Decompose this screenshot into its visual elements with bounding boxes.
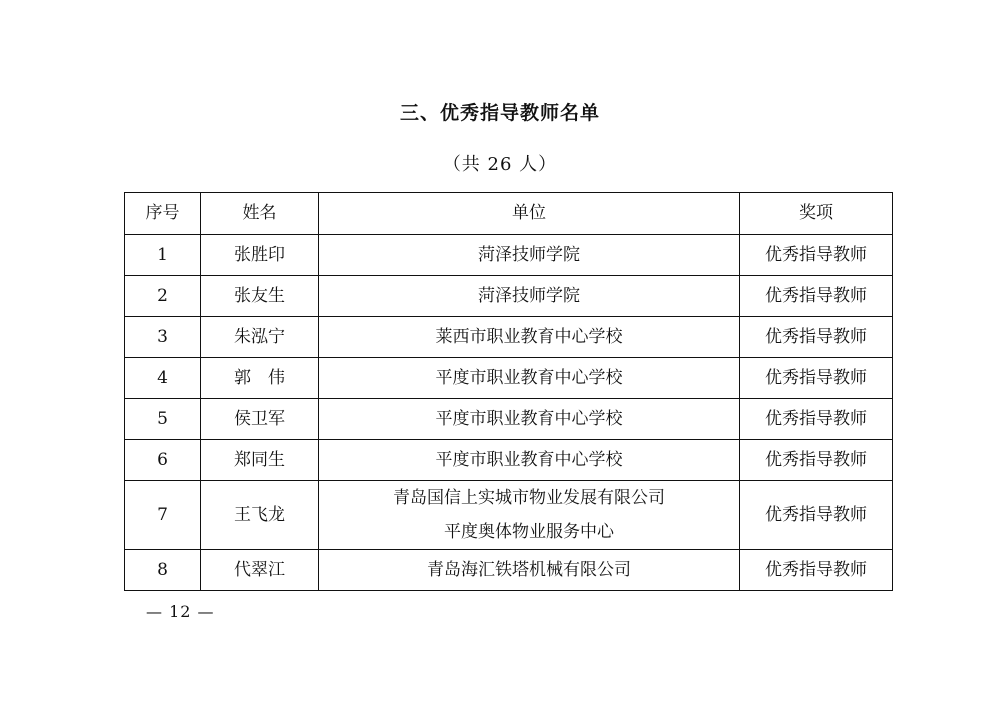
cell-no: 3	[125, 317, 201, 358]
cell-award: 优秀指导教师	[740, 235, 893, 276]
cell-unit: 青岛海汇铁塔机械有限公司	[319, 550, 740, 591]
header-name: 姓名	[201, 193, 319, 235]
cell-no: 7	[125, 481, 201, 550]
cell-award: 优秀指导教师	[740, 317, 893, 358]
cell-name: 代翠江	[201, 550, 319, 591]
table-row	[125, 358, 893, 399]
cell-no: 8	[125, 550, 201, 591]
table-row	[125, 481, 893, 550]
cell-name: 郭 伟	[201, 358, 319, 399]
cell-no: 1	[125, 235, 201, 276]
page-subtitle: （共 26 人）	[442, 154, 558, 175]
table-row	[125, 235, 893, 276]
cell-unit-line: 平度奥体物业服务中心	[444, 522, 614, 542]
header-award: 奖项	[740, 193, 893, 235]
cell-unit: 平度市职业教育中心学校	[319, 399, 740, 440]
table-header-row	[125, 193, 893, 235]
cell-award: 优秀指导教师	[740, 481, 893, 550]
cell-name: 朱泓宁	[201, 317, 319, 358]
cell-name: 侯卫军	[201, 399, 319, 440]
cell-award: 优秀指导教师	[740, 399, 893, 440]
cell-name: 王飞龙	[201, 481, 319, 550]
cell-no: 4	[125, 358, 201, 399]
teacher-list-table	[124, 192, 893, 591]
cell-unit	[319, 481, 740, 550]
table-row	[125, 399, 893, 440]
table-row	[125, 440, 893, 481]
cell-unit: 平度市职业教育中心学校	[319, 358, 740, 399]
cell-award: 优秀指导教师	[740, 440, 893, 481]
cell-name: 张友生	[201, 276, 319, 317]
page-number: — 12 —	[146, 602, 215, 621]
table-row	[125, 550, 893, 591]
page-title: 三、优秀指导教师名单	[399, 102, 600, 124]
header-no: 序号	[125, 193, 201, 235]
cell-award: 优秀指导教师	[740, 276, 893, 317]
cell-no: 2	[125, 276, 201, 317]
cell-unit-line: 青岛国信上实城市物业发展有限公司	[393, 488, 665, 508]
cell-award: 优秀指导教师	[740, 550, 893, 591]
cell-unit: 菏泽技师学院	[319, 235, 740, 276]
cell-unit: 莱西市职业教育中心学校	[319, 317, 740, 358]
header-unit: 单位	[319, 193, 740, 235]
cell-no: 5	[125, 399, 201, 440]
cell-unit: 平度市职业教育中心学校	[319, 440, 740, 481]
cell-name: 郑同生	[201, 440, 319, 481]
table-row	[125, 276, 893, 317]
cell-name: 张胜印	[201, 235, 319, 276]
table-row	[125, 317, 893, 358]
cell-unit: 菏泽技师学院	[319, 276, 740, 317]
cell-award: 优秀指导教师	[740, 358, 893, 399]
cell-no: 6	[125, 440, 201, 481]
